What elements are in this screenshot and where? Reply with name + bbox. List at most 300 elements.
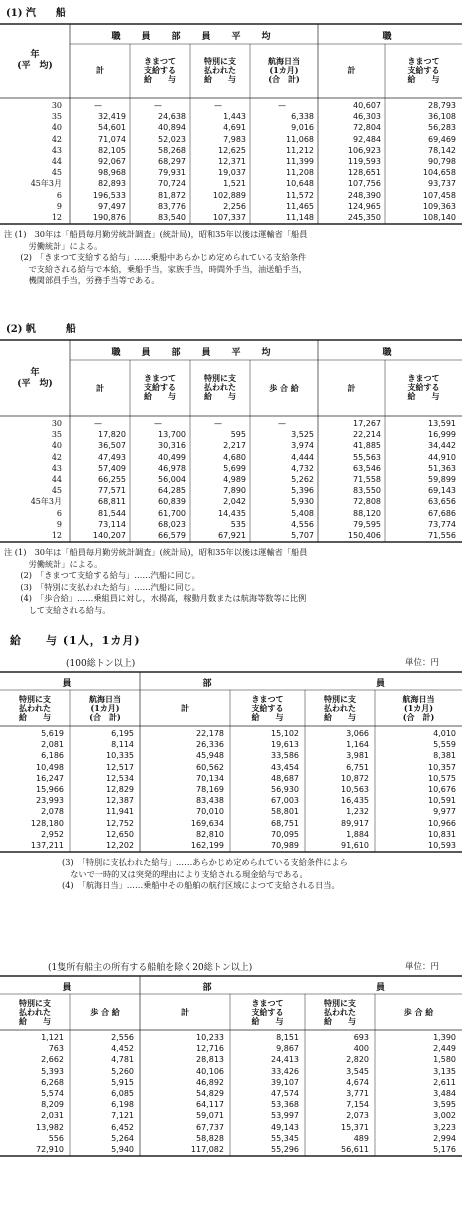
table-cell: 68,751	[271, 818, 299, 828]
table-cell: 70,095	[271, 829, 299, 839]
table-cell: 82,810	[196, 829, 224, 839]
col-header-total: 計	[96, 383, 104, 393]
table-cell: 67,921	[218, 531, 246, 540]
table-cell: 10,498	[36, 762, 64, 772]
year-label: 45	[51, 486, 62, 496]
table-cell: 2,031	[41, 1111, 64, 1121]
table-cell: 58,268	[158, 145, 186, 155]
col-header-regular-pay: きまつて 支給する 給 与	[144, 56, 176, 84]
table-cell: 52,023	[158, 134, 186, 144]
table-cell: 107,337	[212, 213, 246, 222]
year-label: 30	[51, 101, 62, 110]
table-cell: 10,563	[341, 785, 369, 794]
note-line: (2) 「きまつて支給する給与」……乗船中あらかじめ定められている支給条件	[4, 252, 307, 262]
year-label: 35	[51, 430, 62, 440]
note-line: 機関部員手当，労務手当等である。	[4, 275, 160, 285]
table-cell: 5,707	[291, 531, 314, 540]
section-wages-100t	[0, 628, 462, 928]
table-cell: 10,335	[106, 751, 134, 761]
table-cell: 5,619	[41, 729, 64, 738]
table-cell: 6,452	[111, 1122, 134, 1132]
table-cell: 1,521	[223, 179, 246, 189]
table-cell: 83,550	[353, 486, 381, 496]
table-cell: 6,195	[111, 729, 134, 738]
table-cell: 81,872	[158, 190, 186, 200]
table-cell: 2,556	[111, 1033, 134, 1042]
table-cell: 108,140	[422, 213, 456, 222]
table-cell: 82,893	[98, 179, 126, 189]
table-cell: 3,066	[346, 729, 369, 738]
table-cell: 104,658	[422, 168, 456, 178]
table-cell: 83,776	[158, 201, 186, 211]
table-cell: 12,625	[218, 145, 246, 155]
note-line: 労働統計」による。	[4, 240, 103, 251]
table-cell: 2,078	[41, 807, 64, 817]
table-cell: 2,662	[41, 1055, 64, 1065]
table-cell: 67,686	[428, 508, 456, 518]
table-cell: 40,106	[196, 1066, 224, 1076]
page-title: 給 与 (1人，1カ月)	[10, 634, 141, 647]
table-cell: 73,114	[98, 519, 126, 529]
col-header-officer-total: 計	[347, 383, 356, 393]
table-cell: 5,574	[41, 1089, 64, 1098]
table-cell: 169,634	[190, 818, 224, 828]
note-line: して支給される給与。	[4, 604, 111, 615]
table-cell: 79,931	[158, 168, 186, 178]
table-cell: 11,465	[286, 201, 314, 211]
table-cell: 10,575	[428, 773, 456, 783]
table-cell: 17,267	[353, 419, 381, 428]
table-cell: 91,610	[341, 841, 369, 850]
table-cell: 97,497	[98, 201, 126, 211]
table-cell: 72,910	[36, 1145, 64, 1154]
table-cell: 8,151	[276, 1033, 299, 1042]
table-cell: 107,756	[347, 179, 381, 189]
group-header-right: 員	[375, 983, 391, 993]
table-cell: 11,572	[286, 190, 314, 200]
table-cell: 6,268	[41, 1077, 64, 1087]
table-cell: 2,449	[433, 1044, 456, 1054]
col-header-regular-pay: きまつて 支給する 給 与	[144, 373, 176, 401]
col-header-special-pay: 特別に支 払われた 給 与	[204, 56, 236, 84]
col-header-crew-regular-pay: きまつて 支給する 給 与	[251, 998, 284, 1026]
table-cell: 32,419	[98, 112, 126, 122]
table-cell: 5,699	[223, 463, 246, 473]
note-line: で支給される給与で本給，乗船手当，家族手当，時間外手当，油送船手当，	[4, 263, 307, 274]
table-cell: 69,469	[428, 134, 456, 144]
table-cell: 128,180	[30, 818, 64, 828]
table-cell: 4,691	[223, 123, 246, 133]
table-cell: 58,828	[196, 1133, 224, 1143]
table-cell: 72,808	[353, 497, 381, 507]
table-cell: 19,613	[271, 740, 299, 750]
year-label: 45年3月	[30, 497, 62, 507]
year-label: 6	[56, 190, 62, 200]
table-cell: 5,393	[41, 1066, 64, 1076]
table-cell: 33,426	[271, 1066, 299, 1076]
table-cell: —	[278, 419, 286, 428]
table-cell: 53,368	[271, 1100, 299, 1110]
table-cell: 56,611	[341, 1145, 369, 1154]
year-label: 35	[51, 112, 62, 122]
group-header-average: 職 員 部 員 平 均	[111, 348, 277, 358]
table-cell: 106,923	[347, 145, 381, 155]
group-header-right: 員	[375, 679, 391, 689]
year-label: 44	[51, 157, 62, 166]
table-cell: 12,650	[106, 829, 134, 839]
table-cell: 88,120	[353, 508, 381, 518]
year-label: 45年3月	[30, 179, 62, 189]
table-cell: 68,023	[158, 519, 186, 529]
year-label: 42	[51, 134, 62, 144]
col-header-officer-commission-pay: 歩 合 給	[90, 1007, 120, 1017]
year-header: 年 (平 均)	[17, 368, 53, 389]
table-cell: —	[154, 101, 162, 110]
table-cell: 2,073	[346, 1111, 369, 1121]
year-label: 42	[51, 452, 62, 462]
table-cell: 19,037	[218, 168, 246, 178]
table-cell: 78,169	[196, 785, 224, 794]
table-cell: 1,164	[346, 740, 369, 750]
table-cell: 40,607	[353, 101, 381, 110]
table-cell: 10,593	[428, 841, 456, 850]
year-label: 45	[51, 168, 62, 178]
section-steamship	[0, 0, 462, 300]
table-cell: 26,336	[196, 740, 224, 750]
table-cell: 10,233	[196, 1033, 224, 1042]
table-cell: 11,399	[286, 157, 314, 166]
table-cell: 535	[230, 519, 246, 529]
table-cell: 70,010	[196, 807, 224, 817]
table-cell: 2,952	[41, 829, 64, 839]
year-label: 43	[51, 145, 62, 155]
table-cell: 47,493	[98, 452, 126, 462]
table-cell: 68,811	[98, 497, 126, 507]
table-cell: 28,813	[196, 1055, 224, 1065]
table-cell: 82,105	[98, 145, 126, 155]
table-cell: 4,781	[111, 1055, 134, 1065]
group-header-officer: 職	[382, 348, 398, 358]
table-cell: 71,074	[98, 134, 126, 144]
table-cell: 77,571	[98, 486, 126, 496]
table-cell: 10,872	[341, 773, 369, 783]
group-header-average: 職 員 部 員 平 均	[111, 32, 277, 42]
table-cell: 24,413	[271, 1055, 299, 1065]
table-cell: 57,409	[98, 463, 126, 473]
table-cell: 12,534	[106, 773, 134, 783]
table-cell: 4,680	[223, 452, 246, 462]
table-cell: 109,363	[422, 201, 456, 211]
table-cell: 7,983	[223, 134, 246, 144]
table-cell: 39,107	[271, 1077, 299, 1087]
table-cell: 4,674	[346, 1077, 369, 1087]
table-cell: 58,801	[271, 807, 299, 817]
table-cell: 150,406	[347, 531, 381, 540]
year-label: 12	[51, 531, 62, 540]
table-cell: 3,771	[346, 1089, 369, 1098]
group-header-officer: 職	[382, 32, 398, 42]
table-cell: 70,134	[196, 773, 224, 783]
col-header-crew-special-pay: 特別に支 払われた 給 与	[324, 694, 356, 722]
col-header-crew-voyage-allowance: 航海日当 (1カ月) (合 計)	[402, 694, 435, 722]
table-cell: 119,593	[347, 157, 381, 166]
table-cell: 46,892	[196, 1077, 224, 1087]
table-cell: 6,751	[346, 762, 369, 772]
table-cell: 43,454	[271, 762, 299, 772]
year-label: 40	[51, 123, 62, 133]
table-cell: 248,390	[347, 190, 381, 200]
group-header-center: 部	[202, 983, 218, 993]
table-cell: 10,831	[428, 829, 456, 839]
table-cell: 22,178	[196, 729, 224, 738]
table-cell: 2,820	[346, 1055, 369, 1065]
table-cell: 55,563	[353, 452, 381, 462]
table-cell: 12,387	[106, 796, 134, 806]
table-cell: 3,595	[433, 1100, 456, 1110]
group-header-left: 員	[62, 679, 78, 689]
table-cell: 64,117	[196, 1100, 224, 1110]
table-cell: 5,559	[433, 740, 456, 750]
table-cell: 10,357	[428, 762, 456, 772]
table-cell: 190,876	[92, 213, 126, 222]
table-cell: 3,223	[433, 1122, 456, 1132]
table-cell: 5,915	[111, 1077, 134, 1087]
col-header-crew-special-pay: 特別に支 払われた 給 与	[324, 998, 356, 1026]
table-cell: 60,839	[158, 497, 186, 507]
table-cell: 92,067	[98, 157, 126, 166]
table-cell: 5,396	[291, 486, 314, 496]
table-cell: 24,638	[158, 112, 186, 122]
table-cell: 60,562	[196, 762, 224, 772]
table-cell: 3,981	[346, 751, 369, 761]
table-cell: 2,217	[223, 441, 246, 451]
group-header-left: 員	[62, 983, 78, 993]
table-cell: 2,042	[223, 497, 246, 507]
table-cell: 73,774	[428, 519, 456, 529]
table-cell: 107,458	[422, 190, 456, 200]
table-cell: 56,004	[158, 475, 186, 484]
table-cell: 11,148	[286, 213, 314, 222]
table-cell: 13,591	[428, 419, 456, 428]
table-cell: 48,687	[271, 773, 299, 783]
table-cell: 4,444	[291, 452, 314, 462]
table-cell: 14,435	[218, 508, 246, 518]
table-cell: 71,556	[428, 531, 456, 540]
table-cell: 1,580	[433, 1055, 456, 1065]
col-header-officer-regular-pay: きまつて 支給する 給 与	[407, 373, 440, 401]
col-header-crew-regular-pay: きまつて 支給する 給 与	[251, 694, 284, 722]
year-label: 12	[51, 213, 62, 222]
table-cell: —	[154, 419, 162, 428]
table-cell: 55,345	[271, 1133, 299, 1143]
col-header-officer-regular-pay: きまつて 支給する 給 与	[407, 56, 440, 84]
table-cell: 137,211	[30, 841, 64, 850]
table-cell: 763	[48, 1044, 64, 1054]
table-cell: 102,889	[212, 190, 246, 200]
table-cell: 46,978	[158, 463, 186, 473]
table-cell: 59,899	[428, 475, 456, 484]
table-cell: 7,121	[111, 1111, 134, 1121]
year-label: 6	[56, 508, 62, 518]
table-cell: 34,442	[428, 441, 456, 451]
table-cell: 4,010	[433, 729, 456, 738]
table-cell: 78,142	[428, 145, 456, 155]
note-line: (4) 「航海日当」……乗船中その船舶の航行区域によつて支給される日当。	[62, 880, 340, 890]
table-cell: 4,732	[291, 463, 314, 473]
col-header-officer-voyage-allowance: 航海日当 (1カ月) (合 計)	[89, 694, 121, 722]
table-cell: 595	[230, 430, 246, 440]
table-cell: 72,804	[353, 123, 381, 133]
table-caption: (100総トン以上)	[66, 659, 136, 669]
table-cell: 54,601	[98, 123, 126, 133]
note-line: ないで一時的又は突発的理由により支給される現金給与である。	[62, 868, 308, 879]
table-cell: 11,208	[286, 168, 314, 178]
col-header-officer-special-pay: 特別に支 払われた 給 与	[19, 998, 51, 1026]
table-cell: —	[94, 419, 102, 428]
table-cell: 63,546	[353, 463, 381, 473]
table-cell: 28,793	[428, 101, 456, 110]
table-cell: 9,016	[291, 123, 314, 133]
table-cell: 46,303	[353, 112, 381, 122]
table-cell: 15,966	[36, 785, 64, 794]
table-cell: 196,533	[92, 190, 126, 200]
table-cell: 3,484	[433, 1089, 456, 1098]
table-cell: —	[214, 101, 222, 110]
table-cell: 1,390	[433, 1033, 456, 1042]
table-cell: 1,232	[346, 807, 369, 817]
table-cell: 70,989	[271, 841, 299, 850]
col-header-crew-commission-pay: 歩 合 給	[403, 1007, 434, 1017]
table-cell: 3,002	[433, 1111, 456, 1121]
group-header-center: 部	[202, 679, 218, 689]
table-cell: —	[214, 419, 222, 428]
section-sailing-ship	[0, 300, 462, 620]
table-cell: 51,363	[428, 463, 456, 473]
table-cell: 83,438	[196, 796, 224, 806]
table-cell: 5,260	[111, 1066, 134, 1076]
table-cell: 5,940	[111, 1145, 134, 1154]
table-cell: 10,591	[428, 796, 456, 806]
table-cell: 67,003	[271, 796, 299, 806]
table-cell: 16,435	[341, 796, 369, 806]
table-cell: 17,820	[98, 430, 126, 440]
col-header-officer-special-pay: 特別に支 払われた 給 与	[19, 694, 51, 722]
table-cell: 81,544	[98, 508, 126, 518]
table-cell: 4,989	[223, 475, 246, 484]
table-cell: 3,525	[291, 430, 314, 440]
table-cell: 6,198	[111, 1100, 134, 1110]
table-cell: 117,082	[190, 1145, 224, 1154]
table-cell: 56,930	[271, 785, 299, 794]
note-line: (2) 「きまつて支給する給与」……汽船に同じ。	[4, 570, 200, 580]
table-cell: 2,994	[433, 1133, 456, 1143]
table-cell: 2,611	[433, 1077, 456, 1087]
table-cell: 90,798	[428, 157, 456, 166]
table-cell: 124,965	[347, 201, 381, 211]
table-cell: 1,884	[346, 829, 369, 839]
table-cell: 1,121	[41, 1033, 64, 1042]
table-cell: 70,724	[158, 179, 186, 189]
table-cell: 11,941	[106, 807, 134, 817]
col-header-crew-total: 計	[181, 1007, 189, 1017]
table-cell: 3,974	[291, 441, 314, 451]
col-header-voyage-allowance: 航海日当 (1カ月) (合 計)	[268, 56, 300, 84]
table-cell: 245,350	[347, 213, 381, 222]
table-cell: 3,135	[433, 1066, 456, 1076]
note-line: (4) 「歩合給」……乗組員に対し，水揚高，稼動月数または航海等数等に比例	[4, 593, 307, 603]
year-label: 44	[51, 475, 62, 484]
table-cell: 23,993	[36, 796, 64, 806]
table-cell: 11,068	[286, 134, 314, 144]
table-cell: —	[94, 101, 102, 110]
table-cell: 4,556	[291, 519, 314, 529]
year-label: 43	[51, 463, 62, 473]
table-cell: 13,982	[36, 1122, 64, 1132]
year-label: 40	[51, 441, 62, 451]
table-cell: 92,484	[353, 134, 381, 144]
table-cell: 36,108	[428, 112, 456, 122]
table-cell: 22,214	[353, 430, 381, 440]
table-cell: 5,930	[291, 497, 314, 507]
table-cell: 140,207	[92, 531, 126, 540]
year-label: 9	[56, 201, 62, 211]
table-cell: 40,894	[158, 123, 186, 133]
section-title: (2) 帆 船	[6, 324, 76, 335]
table-cell: 162,199	[190, 841, 224, 850]
table-cell: 5,264	[111, 1133, 134, 1143]
table-cell: 4,452	[111, 1044, 134, 1054]
table-cell: 98,968	[98, 168, 126, 178]
year-label: 9	[56, 519, 62, 529]
table-cell: 9,977	[433, 807, 456, 817]
section-wages-20t	[0, 950, 462, 1220]
table-cell: 93,737	[428, 179, 456, 189]
table-cell: 67,737	[196, 1122, 224, 1132]
table-cell: 41,885	[353, 441, 381, 451]
table-cell: 45,948	[196, 751, 224, 761]
unit-label: 単位：円	[405, 658, 440, 668]
table-cell: 556	[48, 1133, 64, 1143]
table-cell: 59,071	[196, 1111, 224, 1121]
table-cell: 2,081	[41, 740, 64, 750]
table-cell: 68,297	[158, 157, 186, 166]
table-cell: 6,338	[291, 112, 314, 122]
col-header-total: 計	[96, 65, 104, 75]
table-cell: 16,247	[36, 773, 64, 783]
table-cell: 12,716	[196, 1044, 224, 1054]
table-cell: 3,545	[346, 1066, 369, 1076]
year-label: 30	[51, 419, 62, 428]
table-cell: 16,999	[428, 430, 456, 440]
table-cell: 54,829	[196, 1089, 224, 1098]
table-cell: 8,209	[41, 1100, 64, 1110]
table-cell: 128,651	[347, 168, 381, 178]
table-cell: 12,202	[106, 841, 134, 850]
table-cell: 83,540	[158, 213, 186, 222]
table-cell: 63,656	[428, 497, 456, 507]
unit-label: 単位：円	[405, 962, 440, 972]
table-cell: 10,648	[286, 179, 314, 189]
table-cell: 66,579	[158, 531, 186, 540]
table-cell: 6,186	[41, 751, 64, 761]
table-cell: 79,595	[353, 519, 381, 529]
table-cell: 7,154	[346, 1100, 369, 1110]
table-cell: 5,176	[433, 1145, 456, 1154]
note-line: 労働統計」による。	[4, 558, 103, 569]
note-line: 注 (1) 30年は「船員毎月勤労統計調査」(統計局)，昭和35年以後は運輸省「船員	[4, 229, 308, 239]
table-cell: 489	[353, 1133, 369, 1143]
col-header-crew-total: 計	[181, 703, 189, 713]
